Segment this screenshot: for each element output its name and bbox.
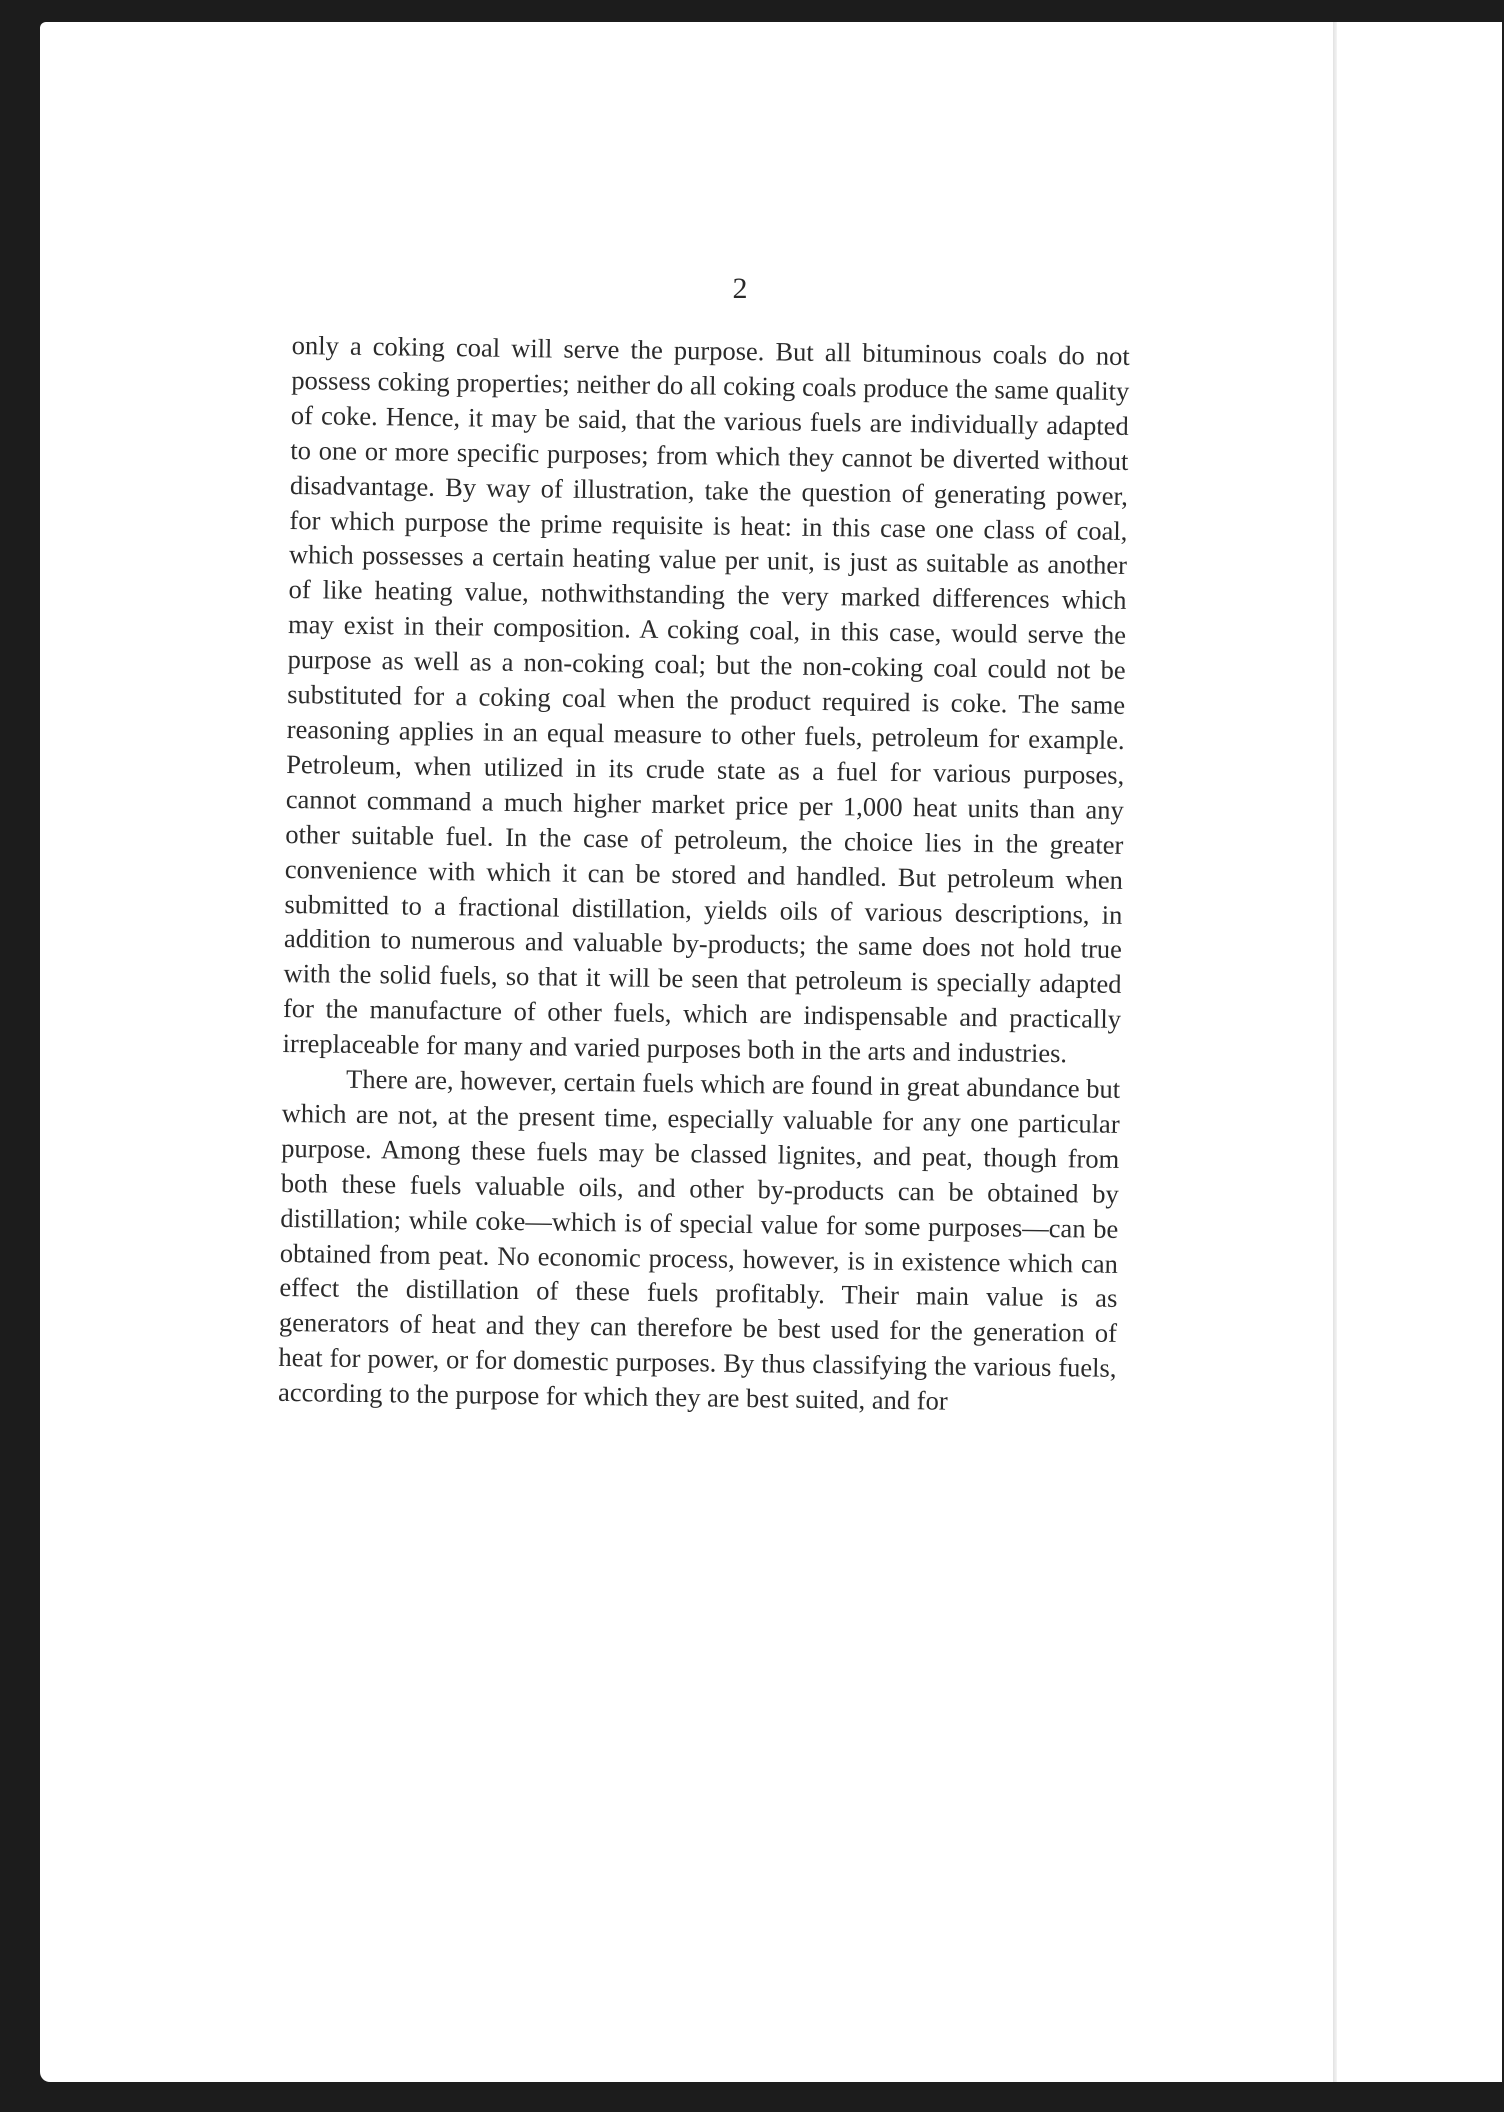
page-number: 2	[732, 272, 748, 305]
next-page-edge	[1333, 22, 1337, 2082]
paragraph-2: There are, however, certain fuels which are found in great abundance but which are not, at the present time, especially valuable for any one particular purpose. Among these fuels may be classed lignites, and peat, though from both these fuels valuable oils, and other by-products can be obtained by distillation; while coke—which is of special value for some purposes—can be obtained from peat. No economic process, however, is in existence which can effect the distillation of these fuels profitably. Their main value is as generators of heat and they can therefore be best used for the generation of heat for power, or for domestic purposes. By thus classifying the various fuels, according to the purpose for which they are best suited, and for	[277, 1063, 1121, 1416]
paragraph-1: only a coking coal will serve the purpose. But all bituminous coals do not possess coking properties; neither do all coking coals produce the same quality of coke. Hence, it may be said, that the various fuels are individually adapted to one or more specific purposes; from which they cannot be diverted without disadvantage. By way of illustration, take the question of generating power, for which purpose the prime requisite is heat: in this case one class of coal, which possesses a certain heating value per unit, is just as suitable as another of like heating value, nothwithstanding the very marked differences which may exist in their composition. A coking coal, in this case, would serve the purpose as well as a non-coking coal; but the non-coking coal could not be substituted for a coking coal when the product required is coke. The same reasoning applies in an equal measure to other fuels, petroleum for example. Petroleum, when utilized in its crude state as a fuel for various purposes, cannot command a much higher market price per 1,000 heat units than any other suitable fuel. In the case of petroleum, the choice lies in the greater convenience with which it can be stored and handled. But petroleum when submitted to a fractional distillation, yields oils of various descriptions, in addition to numerous and valuable by-products; the same does not hold true with the solid fuels, so that it will be seen that petroleum is specially adapted for the manufacture of other fuels, which are indispensable and practically irreplaceable for many and varied purposes both in the arts and industries.	[282, 329, 1130, 1069]
body-text	[278, 328, 1130, 1421]
